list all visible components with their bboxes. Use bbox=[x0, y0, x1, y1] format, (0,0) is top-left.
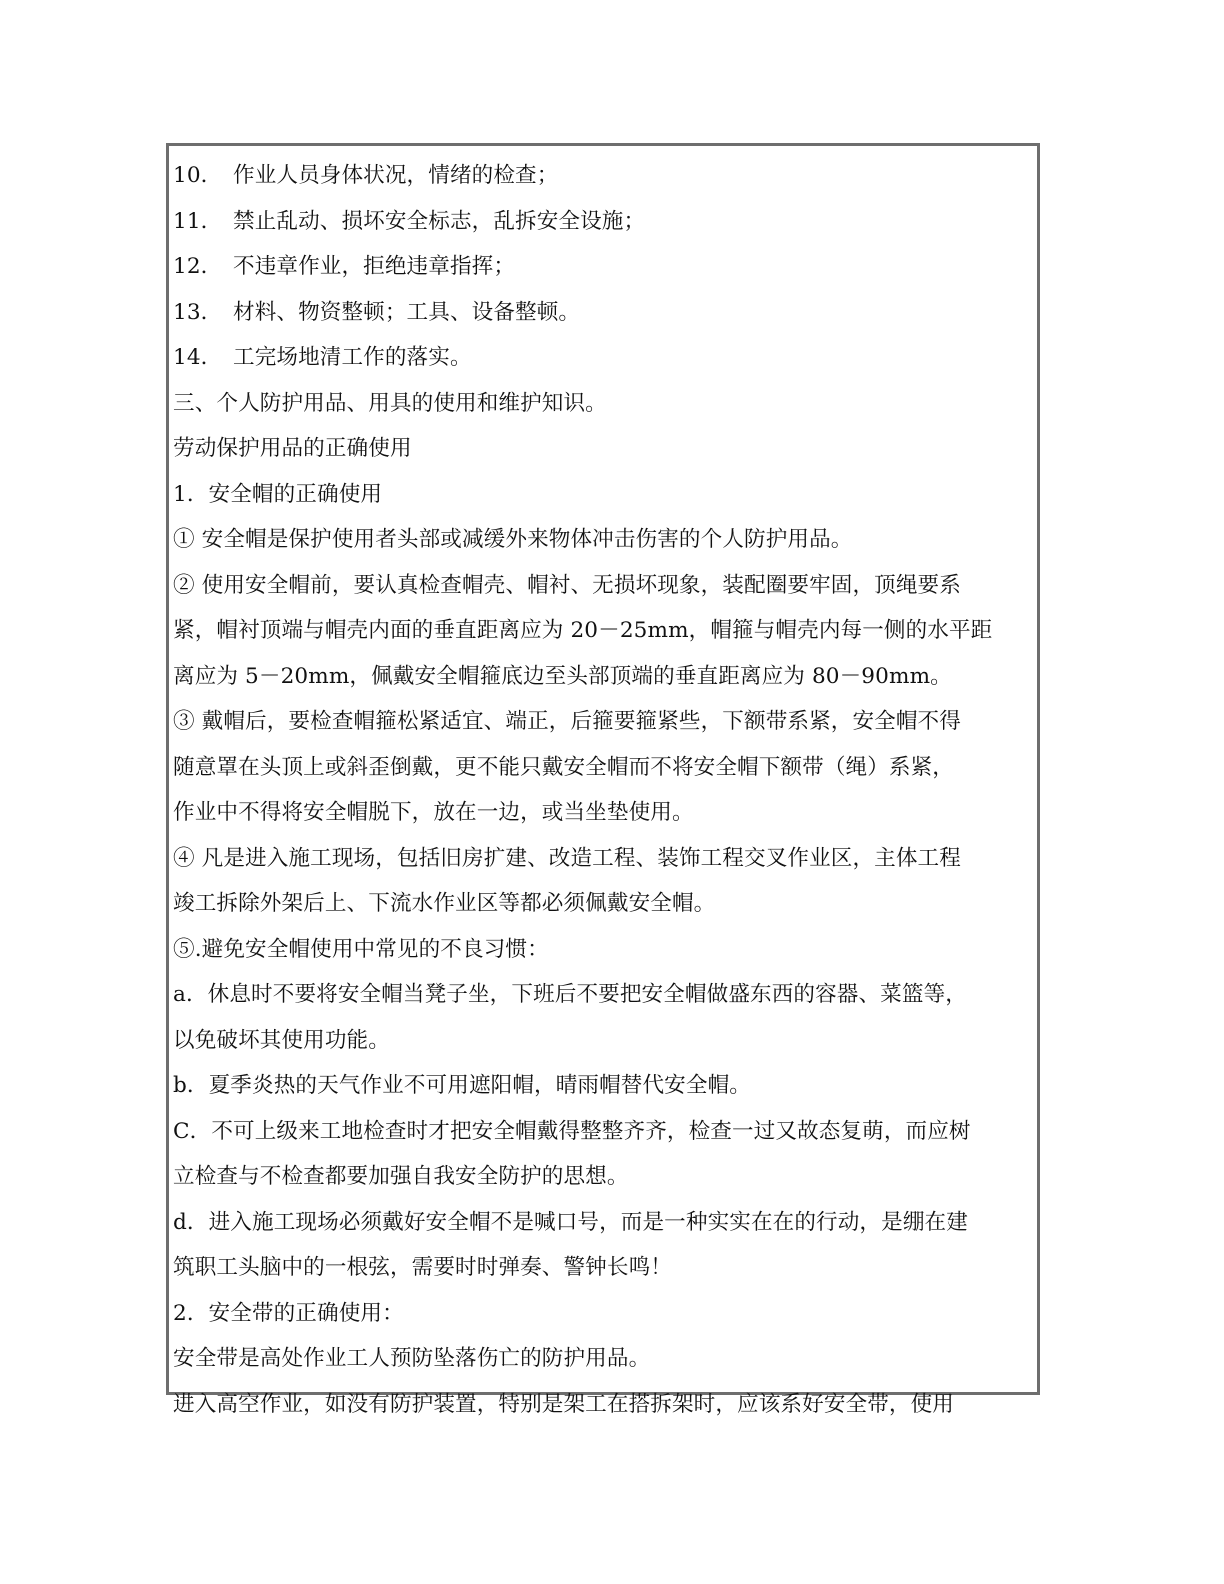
item-number: 12． bbox=[173, 254, 223, 279]
text-line: 竣工拆除外架后上、下流水作业区等都必须佩戴安全帽。 bbox=[173, 891, 716, 916]
item-text: 不违章作业，拒绝违章指挥； bbox=[233, 254, 516, 279]
text-line: 以免破坏其使用功能。 bbox=[173, 1027, 390, 1053]
list-item bbox=[173, 335, 1033, 381]
text-line: 进入高空作业，如没有防护装置，特别是架工在搭拆架时，应该系好安全带，使用 bbox=[173, 1391, 954, 1417]
list-item bbox=[173, 199, 1033, 245]
item-text: 材料、物资整顿；工具、设备整顿。 bbox=[233, 299, 581, 325]
document-body bbox=[173, 153, 1033, 1427]
belt-heading: 2．安全带的正确使用： bbox=[173, 1300, 404, 1326]
text-line: d．进入施工现场必须戴好安全帽不是喊口号，而是一种实实在在的行动，是绷在建 bbox=[173, 1209, 968, 1235]
text-line: 立检查与不检查都要加强自我安全防护的思想。 bbox=[173, 1164, 629, 1189]
item-text: 禁止乱动、损坏安全标志，乱拆安全设施； bbox=[233, 208, 646, 234]
document-frame bbox=[166, 143, 1040, 1417]
section-heading: 三、个人防护用品、用具的使用和维护知识。 bbox=[173, 390, 607, 416]
text-line: ④ 凡是进入施工现场，包括旧房扩建、改造工程、装饰工程交叉作业区，主体工程 bbox=[173, 845, 961, 871]
text-line: 紧，帽衬顶端与帽壳内面的垂直距离应为 20－25mm，帽箍与帽壳内每一侧的水平距 bbox=[173, 618, 993, 643]
text-line: ③ 戴帽后，要检查帽箍松紧适宜、端正，后箍要箍紧些，下额带系紧，安全帽不得 bbox=[173, 709, 961, 734]
item-text: 工完场地清工作的落实。 bbox=[233, 345, 472, 370]
text-line: C．不可上级来工地检查时才把安全帽戴得整整齐齐，检查一过又故态复萌，而应树 bbox=[173, 1118, 971, 1144]
text-line: 随意罩在头顶上或斜歪倒戴，更不能只戴安全帽而不将安全帽下额带（绳）系紧， bbox=[173, 754, 954, 780]
text-line: ⑤.避免安全帽使用中常见的不良习惯： bbox=[173, 936, 549, 962]
text-line: 离应为 5－20mm，佩戴安全帽箍底边至头部顶端的垂直距离应为 80－90mm。 bbox=[173, 663, 952, 689]
list-item bbox=[173, 290, 1033, 336]
item-text: 作业人员身体状况，情绪的检查； bbox=[233, 163, 559, 188]
text-line: 作业中不得将安全帽脱下，放在一边，或当坐垫使用。 bbox=[173, 800, 694, 825]
text-line: ② 使用安全帽前，要认真检查帽壳、帽衬、无损坏现象，装配圈要牢固，顶绳要系 bbox=[173, 572, 961, 598]
helmet-heading: 1．安全帽的正确使用 bbox=[173, 481, 383, 507]
item-number: 10． bbox=[173, 163, 223, 188]
subsection-heading: 劳动保护用品的正确使用 bbox=[173, 436, 412, 461]
text-line: ① 安全帽是保护使用者头部或减缓外来物体冲击伤害的个人防护用品。 bbox=[173, 527, 853, 552]
text-line: a．休息时不要将安全帽当凳子坐，下班后不要把安全帽做盛东西的容器、菜篮等， bbox=[173, 982, 967, 1007]
item-number: 11． bbox=[173, 208, 223, 234]
list-item bbox=[173, 153, 1033, 199]
item-number: 14． bbox=[173, 345, 223, 370]
text-line: b．夏季炎热的天气作业不可用遮阳帽，晴雨帽替代安全帽。 bbox=[173, 1073, 751, 1098]
item-number: 13． bbox=[173, 299, 223, 325]
list-item bbox=[173, 244, 1033, 290]
text-line: 筑职工头脑中的一根弦，需要时时弹奏、警钟长鸣！ bbox=[173, 1255, 672, 1280]
text-line: 安全带是高处作业工人预防坠落伤亡的防护用品。 bbox=[173, 1346, 651, 1371]
